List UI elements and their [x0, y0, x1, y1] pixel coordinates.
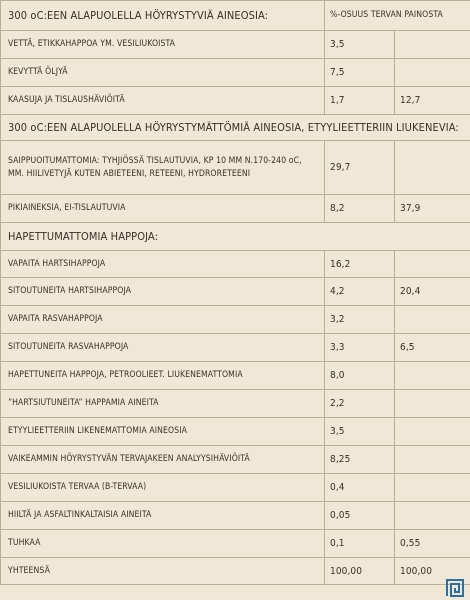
row-label: SITOUTUNEITA RASVAHAPPOJA: [1, 334, 325, 362]
row-value: 0,05: [325, 502, 395, 530]
row-value: 2,2: [325, 390, 395, 418]
row-value: 8,25: [325, 446, 395, 474]
row-value: 4,2: [325, 278, 395, 306]
section1-title: 300 oC:EEN ALAPUOLELLA HÖYRYSTYVIÄ AINEOSIA:: [1, 1, 325, 31]
row-subtotal: [395, 59, 470, 87]
table-row: [1, 251, 470, 278]
row-label: ETYYLIEETTERIIN LIKENEMATTOMIA AINEOSIA: [1, 418, 325, 446]
corner-logo-icon: [446, 579, 464, 597]
total-subtotal: 100,00: [395, 558, 470, 585]
table-row: [1, 446, 470, 474]
row-value: 3,5: [325, 418, 395, 446]
table-row: [1, 474, 470, 502]
row-label: ”HARTSIUTUNEITA” HAPPAMIA AINEITA: [1, 390, 325, 418]
total-row: [1, 558, 470, 585]
row-subtotal: [395, 251, 470, 278]
row-value: 7,5: [325, 59, 395, 87]
row-value: 3,3: [325, 334, 395, 362]
table-row: [1, 195, 470, 223]
table-row: [1, 141, 470, 195]
table-row: [1, 334, 470, 362]
table-row: [1, 306, 470, 334]
row-value: 8,2: [325, 195, 395, 223]
row-label: HAPETTUNEITA HAPPOJA, PETROOLIEET. LIUKENEMATTOMIA: [1, 362, 325, 390]
row-value: 0,1: [325, 530, 395, 558]
row-value: 3,2: [325, 306, 395, 334]
row-label: VAPAITA HARTSIHAPPOJA: [1, 251, 325, 278]
row-subtotal: [395, 418, 470, 446]
row-value: 29,7: [325, 141, 395, 195]
row-subtotal: [395, 474, 470, 502]
table-row: [1, 31, 470, 59]
row-subtotal: 37,9: [395, 195, 470, 223]
column-header: %-OSUUS TERVAN PAINOSTA: [325, 1, 470, 31]
row-subtotal: [395, 141, 470, 195]
header-row: [1, 1, 470, 31]
row-label: VAPAITA RASVAHAPPOJA: [1, 306, 325, 334]
table-row: [1, 530, 470, 558]
row-label: TUHKAA: [1, 530, 325, 558]
table-row: [1, 418, 470, 446]
row-value: 3,5: [325, 31, 395, 59]
row-subtotal: 6,5: [395, 334, 470, 362]
total-value: 100,00: [325, 558, 395, 585]
section2-title: 300 oC:EEN ALAPUOLELLA HÖYRYSTYMÄTTÖMIÄ AINEOSIA, ETYYLIEETTERIIN LIUKENEVIA:: [1, 115, 470, 141]
total-label: YHTEENSÄ: [1, 558, 325, 585]
row-label: VETTÄ, ETIKKAHAPPOA YM. VESILIUKOISTA: [1, 31, 325, 59]
row-value: 1,7: [325, 87, 395, 115]
row-subtotal: [395, 502, 470, 530]
section-header-row: [1, 223, 470, 251]
row-value: 0,4: [325, 474, 395, 502]
row-subtotal: [395, 390, 470, 418]
row-subtotal: 20,4: [395, 278, 470, 306]
row-subtotal: [395, 446, 470, 474]
row-subtotal: [395, 362, 470, 390]
row-subtotal: 0,55: [395, 530, 470, 558]
row-label: SITOUTUNEITA HARTSIHAPPOJA: [1, 278, 325, 306]
section3-title: HAPETTUMATTOMIA HAPPOJA:: [1, 223, 470, 251]
row-label: SAIPPUOITUMATTOMIA: TYHJIÖSSÄ TISLAUTUVIA, KP 10 MM N.170-240 oC, MM. HIILIVETYJÄ KUTEN ABIETEENI, RETEENI, HYDRORETEENI: [1, 141, 325, 195]
row-label: HIILTÄ JA ASFALTINKALTAISIA AINEITA: [1, 502, 325, 530]
row-label: KEVYTTÄ ÖLJYÄ: [1, 59, 325, 87]
row-label: KAASUJA JA TISLAUSHÄVIÖITÄ: [1, 87, 325, 115]
table-row: [1, 362, 470, 390]
row-subtotal: [395, 306, 470, 334]
row-value: 16,2: [325, 251, 395, 278]
table-row: [1, 87, 470, 115]
row-label: VESILIUKOISTA TERVAA (B-TERVAA): [1, 474, 325, 502]
table-row: [1, 502, 470, 530]
section-header-row: [1, 115, 470, 141]
row-label: PIKIAINEKSIA, EI-TISLAUTUVIA: [1, 195, 325, 223]
row-label: VAIKEAMMIN HÖYRYSTYVÄN TERVAJAKEEN ANALYYSIHÄVIÖITÄ: [1, 446, 325, 474]
table-row: [1, 59, 470, 87]
row-value: 8,0: [325, 362, 395, 390]
table-row: [1, 390, 470, 418]
table-row: [1, 278, 470, 306]
row-subtotal: 12,7: [395, 87, 470, 115]
row-subtotal: [395, 31, 470, 59]
